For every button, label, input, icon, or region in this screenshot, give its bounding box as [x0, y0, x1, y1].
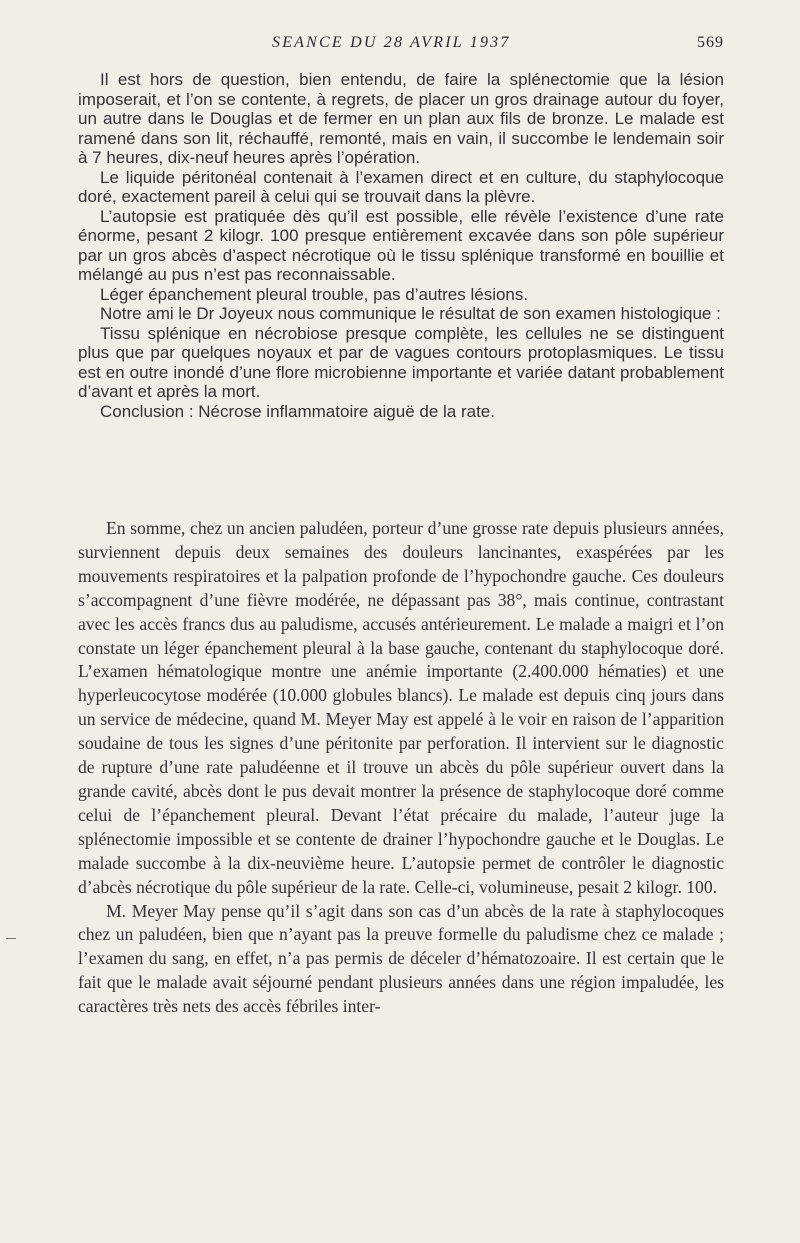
running-title: SEANCE DU 28 AVRIL 1937: [272, 34, 511, 51]
case-paragraph: Notre ami le Dr Joyeux nous communique le résultat de son examen histologique :: [100, 304, 721, 323]
page-number: 569: [697, 34, 724, 51]
page-header: [0, 34, 800, 58]
case-paragraph: Léger épanchement pleural trouble, pas d’autres lésions.: [100, 284, 529, 304]
case-paragraph: Tissu splénique en nécrobiose presque complète, les cellules ne se distinguent plus que par quelques noyaux et par de vagues contours protoplasmiques. Le tissu est en outre inondé d’une flore microbienne importante et variée datant probablement d’avant et après la mort.: [78, 323, 724, 401]
case-paragraph: L’autopsie est pratiquée dès qu’il est possible, elle révèle l’existence d’une rate énorme, pesant 2 kilogr. 100 presque entièrement excavée dans son pôle supérieur par un gros abcès d’aspect nécrotique où le tissu splénique transformé en bouillie et mélangé au pus n’est pas reconnaissable.: [78, 206, 724, 284]
case-report-section: [78, 70, 724, 421]
case-paragraph: Conclusion : Nécrose inflammatoire aiguë de la rate.: [100, 401, 495, 421]
commentary-section: [78, 517, 724, 1019]
margin-mark: [6, 938, 16, 939]
commentary-paragraph: M. Meyer May pense qu’il s’agit dans son cas d’un abcès de la rate à staphylocoques chez un paludéen, bien que n’ayant pas la preuve formelle du paludisme chez ce malade ; l’examen du sang, en effet, n’a pas permis de déceler d’hématozoaire. Il est certain que le fait que le malade avait séjourné pendant plusieurs années dans une région impaludée, les caractères très nets des accès fébriles inter-: [78, 900, 724, 1017]
case-paragraph: Le liquide péritonéal contenait à l’examen direct et en culture, du staphylocoque doré, exactement pareil à celui qui se trouvait dans la plèvre.: [78, 167, 724, 206]
commentary-paragraph: En somme, chez un ancien paludéen, porteur d’une grosse rate depuis plusieurs années, surviennent depuis deux semaines des douleurs lancinantes, exaspérées par les mouvements respiratoires et la palpation profonde de l’hypochondre gauche. Ces douleurs s’accompagnent d’une fièvre modérée, ne dépassant pas 38°, mais continue, contrastant avec les accès francs dus au paludisme, accusés antérieurement. Le malade a maigri et l’on constate un léger épanchement pleural à la base gauche, contenant du staphylocoque doré. L’examen hématologique montre une anémie importante (2.400.000 hématies) et une hyperleucocytose modérée (10.000 globules blancs). Le malade est depuis cinq jours dans un service de médecine, quand M. Meyer May est appelé à le voir en raison de l’apparition soudaine de tous les signes d’une péritonite par perforation. Il intervient sur le diagnostic de rupture d’une rate paludéenne et il trouve un abcès du pôle supérieur ouvert dans la grande cavité, abcès dont le pus devait montrer la présence de staphylocoque doré comme celui de l’épanchement pleural. Devant l’état précaire du malade, l’auteur juge la splénectomie impossible et se contente de drainer l’hypochondre gauche et le Douglas. Le malade succombe à la dix-neuvième heure. L’autopsie permet de contrôler le diagnostic d’abcès nécrotique du pôle supérieur de la rate. Celle-ci, volumineuse, pesait 2 kilogr. 100.: [78, 518, 724, 897]
case-paragraph: Il est hors de question, bien entendu, de faire la splénectomie que la lésion imposerait, et l’on se contente, à regrets, de placer un gros drainage autour du foyer, un autre dans le Douglas et de fermer en un plan aux fils de bronze. Le malade est ramené dans son lit, réchauffé, remonté, mais en vain, il succombe le lendemain soir à 7 heures, dix-neuf heures après l’opération.: [78, 70, 724, 167]
